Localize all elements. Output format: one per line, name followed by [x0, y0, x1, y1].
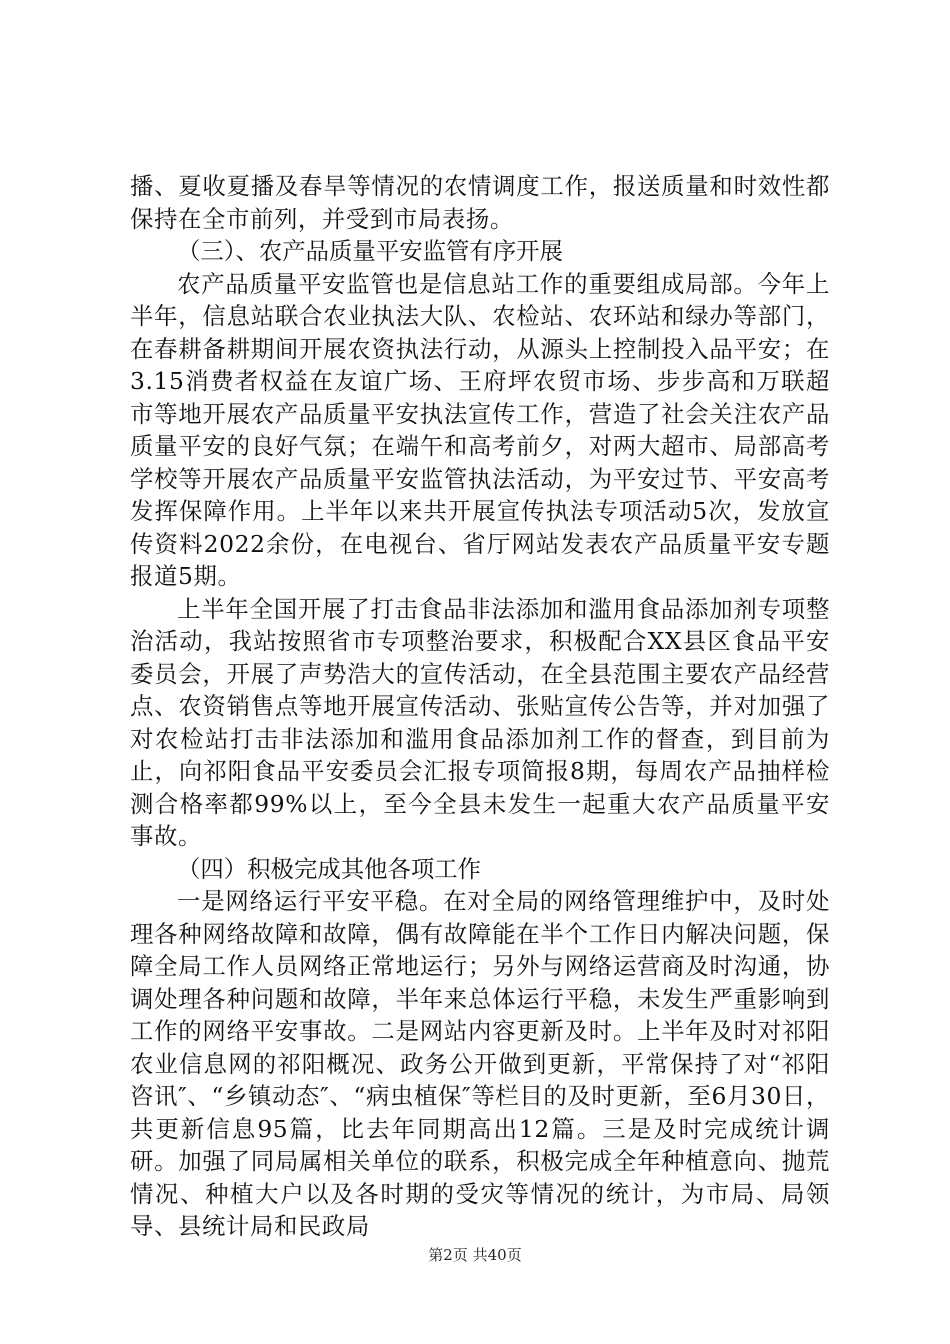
- document-body: [130, 170, 830, 1243]
- paragraph-food-additive-campaign: 上半年全国开展了打击食品非法添加和滥用食品添加剂专项整治活动，我站按照省市专项整治要求，积极配合XX县区食品平安委员会，开展了声势浩大的宣传活动，在全县范围主要农产品经营点、农资销售点等地开展宣传活动、张贴宣传公告等，并对加强了对农检站打击非法添加和滥用食品添加剂工作的督查，到目前为止，向祁阳食品平安委员会汇报专项简报8期，每周农产品抽样检测合格率都99%以上，至今全县未发生一起重大农产品质量平安事故。: [130, 594, 830, 850]
- paragraph-continuation: 播、夏收夏播及春旱等情况的农情调度工作，报送质量和时效性都保持在全市前列，并受到市局表扬。: [130, 172, 830, 233]
- paragraph-other-work: 一是网络运行平安平稳。在对全局的网络管理维护中，及时处理各种网络故障和故障，偶有故障能在半个工作日内解决问题，保障全局工作人员网络正常地运行；另外与网络运营商及时沟通，协调处理各种问题和故障，半年来总体运行平稳，未发生严重影响到工作的网络平安事故。二是网站内容更新及时。上半年及时对祁阳农业信息网的祁阳概况、政务公开做到更新，平常保持了对“祁阳咨讯″、“乡镇动态″、“病虫植保″等栏目的及时更新，至6月30日，共更新信息95篇，比去年同期高出12篇。三是及时完成统计调研。加强了同局属相关单位的联系，积极完成全年种植意向、抛荒情况、种植大户以及各时期的受灾等情况的统计，为市局、局领导、县统计局和民政局: [130, 887, 830, 1240]
- section-heading-3: （三）、农产品质量平安监管有序开展: [177, 237, 563, 265]
- paragraph-quality-supervision: 农产品质量平安监管也是信息站工作的重要组成局部。今年上半年，信息站联合农业执法大队、农检站、农环站和绿办等部门，在春耕备耕期间开展农资执法行动，从源头上控制投入品平安；在3.15消费者权益在友谊广场、王府坪农贸市场、步步高和万联超市等地开展农产品质量平安执法宣传工作，营造了社会关注农产品质量平安的良好气氛；在端午和高考前夕，对两大超市、局部高考学校等开展农产品质量平安监管执法活动，为平安过节、平安高考发挥保障作用。上半年以来共开展宣传执法专项活动5次，发放宣传资料2022余份，在电视台、省厅网站发表农产品质量平安专题报道5期。: [130, 269, 830, 590]
- section-heading-4: （四）积极完成其他各项工作: [177, 854, 482, 883]
- page-number-footer: 第2页 共40页: [428, 1246, 522, 1264]
